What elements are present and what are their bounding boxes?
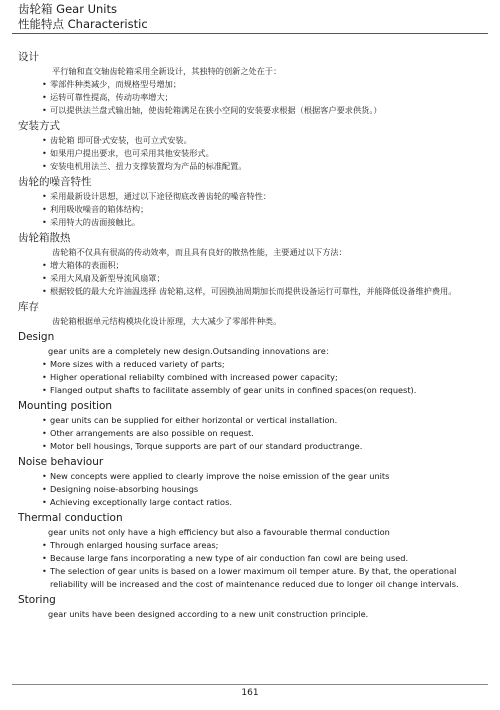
section [18, 455, 488, 509]
list-item: • More sizes with a reduced variety of parts; [18, 358, 488, 371]
list-item: • Motor bell housings, Torque supports are part of our standard productrange. [18, 440, 488, 453]
section [18, 50, 488, 117]
page-number: 161 [241, 688, 259, 698]
list-item: • New concepts were applied to clearly improve the noise emission of the gear units [18, 470, 488, 483]
section-intro: gear units not only have a high efficiency but also a favourable thermal conduction [48, 527, 390, 537]
section [18, 511, 488, 591]
list-item: • 采用最新设计思想，通过以下途径彻底改善齿轮的噪音特性： [18, 190, 488, 203]
section-title: 库存 [18, 301, 39, 313]
list-item: • 如果用户提出要求，也可采用其他安装形式。 [18, 147, 488, 160]
list-item: • Designing noise-absorbing housings [18, 483, 488, 496]
bullet-list [18, 78, 488, 117]
section [18, 175, 488, 229]
list-item: • gear units can be supplied for either horizontal or vertical installation. [18, 414, 488, 427]
section-intro: 齿轮箱不仅具有很高的传动效率，而且具有良好的散热性能，主要通过以下方法： [52, 247, 347, 257]
list-item: • Because large fans incorporating a new type of air conduction fan cowl are being used. [18, 552, 488, 565]
list-item: • 利用吸收噪音的箱体结构； [18, 203, 488, 216]
bullet-list [18, 190, 488, 229]
section-title: 齿轮箱散热 [18, 232, 71, 244]
section-title: Noise behaviour [18, 456, 104, 468]
section [18, 119, 488, 173]
section [18, 231, 488, 298]
list-item: • 可以提供法兰盘式输出轴，使齿轮箱满足在狭小空间的安装要求根据（根据客户要求供货。） [18, 104, 488, 117]
bullet-list [18, 414, 488, 453]
bullet-list [18, 134, 488, 173]
list-item: • Higher operational reliabilty combined with increased power capacity; [18, 371, 488, 384]
footer-rule [12, 684, 488, 685]
section-title: Storing [18, 594, 56, 606]
section-intro: 平行轴和直交轴齿轮箱采用全新设计，其独特的创新之处在于： [52, 66, 282, 76]
section [18, 330, 488, 397]
list-item: • 运转可靠性提高，传动功率增大； [18, 91, 488, 104]
list-item: • The selection of gear units is based on a lower maximum oil temper ature. By that, the operational reliability will be increased and the cost of maintenance reduced due to longer oil change intervals. [18, 565, 488, 591]
section-title: 设计 [18, 51, 39, 63]
bullet-list [18, 259, 488, 298]
section-title: Mounting position [18, 400, 113, 412]
bullet-list [18, 539, 488, 591]
section [18, 399, 488, 453]
document-body [18, 48, 488, 621]
section-intro: gear units are a completely new design.Outsanding innovations are： [48, 346, 334, 356]
bullet-list [18, 358, 488, 397]
list-item: • 采用大风扇及新型导流风扇罩； [18, 272, 488, 285]
section-title: 安装方式 [18, 120, 60, 132]
list-item: • 零部件种类减少，而规格型号增加； [18, 78, 488, 91]
list-item: • 齿轮箱 即可卧式安装，也可立式安装。 [18, 134, 488, 147]
list-item: • 采用特大的齿面接触比。 [18, 216, 488, 229]
section-intro: gear units have been designed according to a new unit construction principle. [48, 609, 369, 619]
bullet-list [18, 470, 488, 509]
section-title: Design [18, 331, 55, 343]
header-subtitle: 性能特点 Characteristic [18, 17, 148, 31]
section-title: 齿轮的噪音特性 [18, 176, 92, 188]
section-title: Thermal conduction [18, 512, 123, 524]
header-title: 齿轮箱 Gear Units [18, 2, 117, 16]
page-header [18, 2, 488, 32]
list-item: • 根据较低的最大允许油温选择 齿轮箱,这样，可因换油周期加长而提供设备运行可靠性，并能降低设备维护费用。 [18, 285, 488, 298]
section-intro: 齿轮箱根据单元结构模块化设计原理，大大减少了零部件种类。 [52, 316, 282, 326]
list-item: • Other arrangements are also possible on request. [18, 427, 488, 440]
list-item: • Achieving exceptionally large contact ratios. [18, 496, 488, 509]
list-item: • Through enlarged housing surface areas; [18, 539, 488, 552]
list-item: • Flanged output shafts to facilitate assembly of gear units in confined spaces(on request). [18, 384, 488, 397]
header-rule [12, 33, 488, 34]
list-item: • 增大箱体的表面积； [18, 259, 488, 272]
list-item: • 安装电机用法兰、扭力支撑装置均为产品的标准配置。 [18, 160, 488, 173]
section [18, 300, 488, 328]
section [18, 593, 488, 621]
